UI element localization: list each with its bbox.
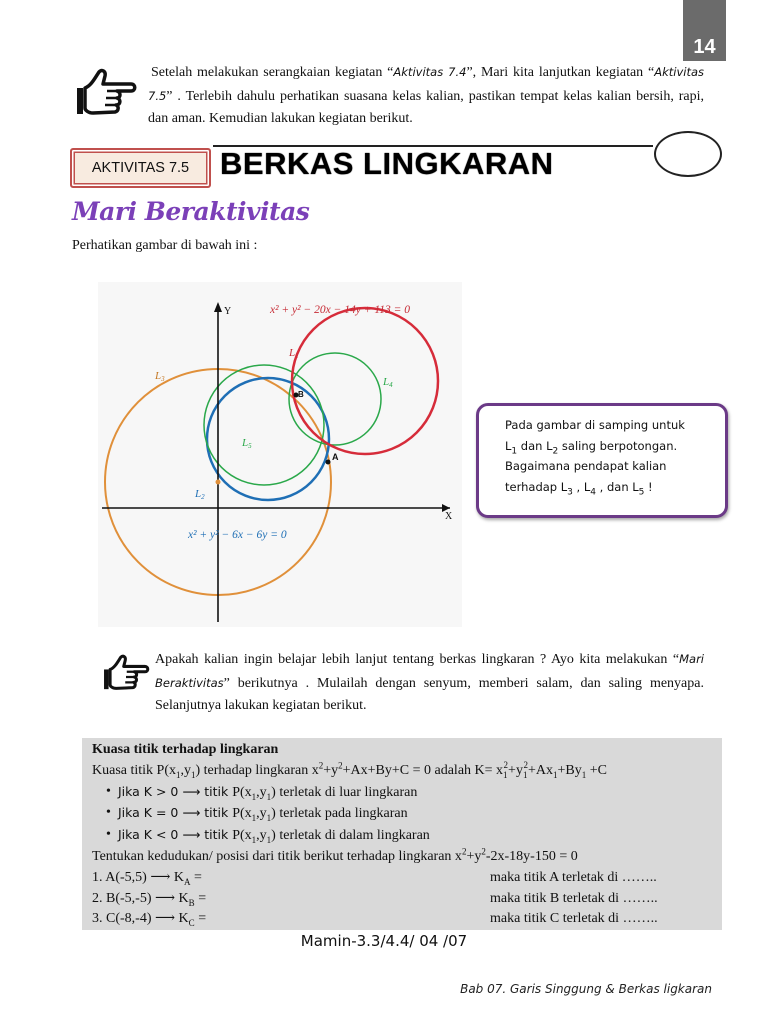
callout-line-2: $L_1$ dan $L_2$ saling berpotongan. bbox=[505, 438, 678, 456]
pointing-hand-icon bbox=[101, 654, 151, 694]
circles-figure bbox=[98, 282, 462, 627]
activity-label: AKTIVITAS 7.5 bbox=[70, 148, 211, 188]
bullet-item: • Jika K = 0 ⟶ titik $P(x_1,y_1)$ terletak pada lingkaran bbox=[106, 805, 408, 824]
label-l3: L3 bbox=[155, 370, 165, 383]
callout-line-3: Bagaimana pendapat kalian bbox=[505, 459, 667, 473]
exercise-item-3: 3. C(-8,-4) ⟶ $K_C$ = maka titik C terletak di …….. bbox=[92, 911, 658, 929]
circle-l4 bbox=[289, 353, 381, 445]
intro-text-1: Setelah melakukan serangkaian kegiatan “ bbox=[151, 65, 394, 80]
bullet-item: • Jika K > 0 ⟶ titik $P(x_1,y_1)$ terletak di luar lingkaran bbox=[106, 783, 418, 802]
callout-line-4: terhadap $L_3$ , $L_4$ , dan $L_5$ ! bbox=[505, 479, 653, 497]
page-title: BERKAS LINGKARAN bbox=[220, 146, 554, 181]
bullet-icon: • bbox=[106, 783, 111, 799]
point-a bbox=[326, 460, 331, 465]
exercise-title: Kuasa titik terhadap lingkaran bbox=[92, 742, 279, 757]
equation-bottom: x² + y² − 6x − 6y = 0 bbox=[188, 529, 287, 541]
section-title: Mari Beraktivitas bbox=[72, 197, 310, 226]
pointing-hand-icon bbox=[73, 68, 139, 120]
label-b: B bbox=[298, 390, 304, 399]
intro-ref-2: Aktivitas 7.5 bbox=[148, 65, 704, 103]
figure-intro: Perhatikan gambar di bawah ini : bbox=[72, 238, 258, 253]
exercise-task: Tentukan kedudukan/ posisi dari titik berikut terhadap lingkaran $x^2+y^2-2x-18y-150 = 0$ bbox=[92, 846, 578, 864]
exercise-box bbox=[82, 738, 722, 930]
label-l2: L2 bbox=[195, 488, 205, 501]
equation-top: x² + y² − 20x − 14y + 113 = 0 bbox=[270, 304, 411, 316]
axis-x-label: X bbox=[445, 511, 453, 522]
question-callout bbox=[476, 403, 728, 518]
exercise-item-1: 1. A(-5,5) ⟶ $K_A$ = maka titik A terletak di …….. bbox=[92, 869, 657, 887]
exercise-definition: Kuasa titik $P(x_1,y_1)$ terhadap lingkaran $x^2+y^2+Ax+By+C = 0$ adalah $K= x_1^2+y_1^2+Ax_1+By_1 +C$ bbox=[92, 760, 607, 780]
bullet-icon: • bbox=[106, 827, 111, 843]
label-l5: L5 bbox=[242, 437, 252, 450]
axis-y-label: Y bbox=[224, 306, 232, 317]
intro-text-2: ”, Mari kita lanjutkan kegiatan “ bbox=[466, 65, 655, 80]
document-code: Mamin-3.3/4.4/ 04 /07 bbox=[300, 932, 468, 950]
intro2-ref: Mari Beraktivitas bbox=[155, 652, 704, 690]
circle-l2 bbox=[207, 378, 329, 500]
label-a: A bbox=[332, 452, 339, 462]
callout-line-1: Pada gambar di samping untuk bbox=[505, 418, 685, 432]
intro2-text-2: ” berikutnya . Mulailah dengan senyum, memberi salam, dan saling menyapa. Selanjutnya lakukan kegiatan berikut. bbox=[155, 675, 704, 713]
label-l4: L4 bbox=[383, 376, 393, 389]
intro-paragraph-2 bbox=[155, 648, 704, 718]
intro-text-3: ” . Terlebih dahulu perhatikan suasana kelas kalian, pastikan tempat kelas kalian bersih, rapi, dan aman. Kemudian lakukan kegiatan berikut. bbox=[148, 88, 704, 126]
page-number: 14 bbox=[683, 0, 726, 61]
y-axis-arrow bbox=[214, 302, 222, 312]
header-oval bbox=[654, 131, 722, 177]
circles-diagram bbox=[98, 282, 462, 627]
bullet-item: • Jika K < 0 ⟶ titik $P(x_1,y_1)$ terletak di dalam lingkaran bbox=[106, 827, 430, 845]
circle-l1 bbox=[292, 308, 438, 454]
exercise-item-2: 2. B(-5,-5) ⟶ $K_B$ = maka titik B terletak di …….. bbox=[92, 890, 658, 908]
bullet-icon: • bbox=[106, 805, 111, 821]
intro-ref-1: Aktivitas 7.4 bbox=[393, 65, 467, 79]
intro2-text-1: Apakah kalian ingin belajar lebih lanjut tentang berkas lingkaran ? Ayo kita melakukan “ bbox=[155, 652, 680, 667]
center-l3 bbox=[216, 480, 221, 485]
label-l1: L1 bbox=[289, 347, 299, 360]
intro-paragraph bbox=[148, 61, 704, 131]
chapter-footer: Bab 07. Garis Singgung & Berkas ligkaran bbox=[460, 982, 712, 996]
